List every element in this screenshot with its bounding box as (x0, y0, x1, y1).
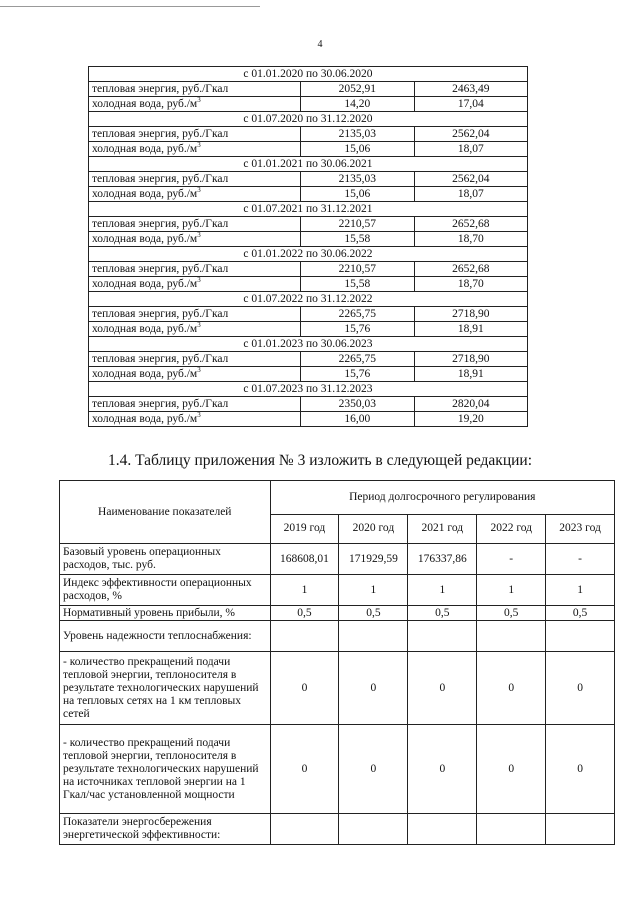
indicator-value: - (546, 544, 615, 575)
tariff-name-cell (89, 277, 301, 292)
indicator-value: 0 (477, 725, 546, 814)
tariff-value-a: 15,06 (301, 187, 415, 202)
tariff-name: холодная вода, руб./м (92, 278, 198, 290)
tariff-value-b: 2562,04 (414, 127, 528, 142)
tariff-value-a: 2350,03 (301, 397, 415, 412)
tariff-row (89, 412, 528, 427)
tariff-name-cell (89, 82, 301, 97)
indicator-value: 0 (270, 725, 339, 814)
tariff-name: холодная вода, руб./м (92, 143, 198, 155)
indicator-name: Индекс эффективности операционных расходов, % (60, 575, 271, 606)
period-row (89, 247, 528, 262)
period-row (89, 112, 528, 127)
year-header: 2021 год (408, 514, 477, 543)
tariff-name-cell (89, 322, 301, 337)
unit-superscript: 3 (197, 96, 201, 105)
indicator-value: 171929,59 (339, 544, 408, 575)
tariff-value-a: 15,06 (301, 142, 415, 157)
tariff-row (89, 352, 528, 367)
indicator-value: 0 (477, 652, 546, 725)
tariff-value-b: 17,04 (414, 97, 528, 112)
tariff-row (89, 322, 528, 337)
indicator-row (60, 544, 615, 575)
tariff-value-b: 18,70 (414, 232, 528, 247)
tariff-value-a: 2135,03 (301, 172, 415, 187)
tariff-name: холодная вода, руб./м (92, 98, 198, 110)
year-header: 2019 год (270, 514, 339, 543)
tariff-row (89, 187, 528, 202)
tariff-value-b: 18,07 (414, 187, 528, 202)
tariff-row (89, 367, 528, 382)
tariff-name-cell (89, 172, 301, 187)
tariff-value-a: 15,58 (301, 277, 415, 292)
indicator-name: Нормативный уровень прибыли, % (60, 606, 271, 621)
tariff-value-b: 18,70 (414, 277, 528, 292)
indicator-value: 0,5 (270, 606, 339, 621)
indicator-value: - (477, 544, 546, 575)
indicator-name: Базовый уровень операционных расходов, тыс. руб. (60, 544, 271, 575)
indicator-value (546, 814, 615, 845)
tariff-name: тепловая энергия, руб./Гкал (92, 83, 229, 95)
period-row (89, 157, 528, 172)
period-header: Период долгосрочного регулирования (270, 481, 615, 515)
year-header: 2022 год (477, 514, 546, 543)
tariff-name: тепловая энергия, руб./Гкал (92, 218, 229, 230)
indicator-value (477, 621, 546, 652)
indicator-value: 0 (270, 652, 339, 725)
tariff-name: тепловая энергия, руб./Гкал (92, 398, 229, 410)
indicator-value: 1 (339, 575, 408, 606)
tariff-value-b: 2718,90 (414, 352, 528, 367)
tariff-row (89, 172, 528, 187)
indicator-value: 0 (408, 725, 477, 814)
tariff-name: тепловая энергия, руб./Гкал (92, 263, 229, 275)
unit-superscript: 3 (197, 276, 201, 285)
indicator-value (339, 814, 408, 845)
period-row (89, 292, 528, 307)
tariff-name-cell (89, 232, 301, 247)
tariff-name-cell (89, 397, 301, 412)
tariff-name: тепловая энергия, руб./Гкал (92, 353, 229, 365)
unit-superscript: 3 (197, 321, 201, 330)
tariff-value-a: 2135,03 (301, 127, 415, 142)
tariff-row (89, 142, 528, 157)
tariff-name-cell (89, 142, 301, 157)
tariff-row (89, 277, 528, 292)
year-header: 2023 год (546, 514, 615, 543)
tariff-value-b: 2562,04 (414, 172, 528, 187)
tariff-name-cell (89, 262, 301, 277)
indicator-name: Уровень надежности теплоснабжения: (60, 621, 271, 652)
indicator-row (60, 814, 615, 845)
tariff-name: тепловая энергия, руб./Гкал (92, 128, 229, 140)
indicator-name-header: Наименование показателей (60, 481, 271, 544)
indicator-value (408, 814, 477, 845)
period-label: с 01.07.2023 по 31.12.2023 (89, 382, 528, 397)
indicator-row (60, 652, 615, 725)
tariff-value-a: 2265,75 (301, 352, 415, 367)
period-label: с 01.01.2022 по 30.06.2022 (89, 247, 528, 262)
indicator-row (60, 575, 615, 606)
indicator-row (60, 606, 615, 621)
tariff-row (89, 307, 528, 322)
indicator-value: 0,5 (477, 606, 546, 621)
year-header: 2020 год (339, 514, 408, 543)
tariff-value-a: 15,58 (301, 232, 415, 247)
tariff-name-cell (89, 307, 301, 322)
tariff-value-b: 18,91 (414, 367, 528, 382)
indicator-value (477, 814, 546, 845)
unit-superscript: 3 (197, 366, 201, 375)
indicator-value: 1 (546, 575, 615, 606)
tariff-value-b: 18,91 (414, 322, 528, 337)
period-row (89, 202, 528, 217)
tariff-value-a: 14,20 (301, 97, 415, 112)
tariff-value-b: 18,07 (414, 142, 528, 157)
period-label: с 01.07.2021 по 31.12.2021 (89, 202, 528, 217)
tariff-name-cell (89, 352, 301, 367)
tariff-value-a: 2052,91 (301, 82, 415, 97)
indicator-name: - количество прекращений подачи тепловой энергии, теплоносителя в результате технологических нарушений на источниках тепловой энергии на 1 Гкал/час установленной мощности (60, 725, 271, 814)
indicator-value: 0 (546, 652, 615, 725)
page-number: 4 (317, 39, 323, 50)
indicator-value (408, 621, 477, 652)
tariff-row (89, 217, 528, 232)
indicators-table (59, 480, 615, 845)
tariff-row (89, 232, 528, 247)
indicator-row (60, 725, 615, 814)
period-label: с 01.01.2021 по 30.06.2021 (89, 157, 528, 172)
tariff-name: холодная вода, руб./м (92, 188, 198, 200)
tariff-name-cell (89, 217, 301, 232)
period-row (89, 337, 528, 352)
tariff-value-b: 2652,68 (414, 262, 528, 277)
tariff-value-b: 2820,04 (414, 397, 528, 412)
tariff-row (89, 262, 528, 277)
tariff-value-b: 2718,90 (414, 307, 528, 322)
indicator-value (339, 621, 408, 652)
tariff-name: холодная вода, руб./м (92, 323, 198, 335)
tariff-table (88, 66, 528, 427)
tariff-row (89, 97, 528, 112)
tariff-name-cell (89, 127, 301, 142)
tariff-value-a: 2265,75 (301, 307, 415, 322)
indicator-value (270, 814, 339, 845)
period-label: с 01.07.2020 по 31.12.2020 (89, 112, 528, 127)
indicator-value: 0 (546, 725, 615, 814)
indicator-value: 0 (339, 725, 408, 814)
period-row (89, 67, 528, 82)
indicator-value: 0 (408, 652, 477, 725)
tariff-row (89, 397, 528, 412)
tariff-name-cell (89, 367, 301, 382)
tariff-name-cell (89, 97, 301, 112)
indicator-value (546, 621, 615, 652)
indicator-name: Показатели энергосбережения энергетической эффективности: (60, 814, 271, 845)
unit-superscript: 3 (197, 141, 201, 150)
indicator-value: 168608,01 (270, 544, 339, 575)
tariff-value-b: 2652,68 (414, 217, 528, 232)
indicator-value: 1 (408, 575, 477, 606)
indicator-value: 0 (339, 652, 408, 725)
unit-superscript: 3 (197, 186, 201, 195)
tariff-value-a: 15,76 (301, 367, 415, 382)
tariff-value-a: 15,76 (301, 322, 415, 337)
tariff-name-cell (89, 412, 301, 427)
indicator-value: 176337,86 (408, 544, 477, 575)
tariff-row (89, 82, 528, 97)
unit-superscript: 3 (197, 231, 201, 240)
unit-superscript: 3 (197, 411, 201, 420)
tariff-row (89, 127, 528, 142)
indicator-value: 0,5 (546, 606, 615, 621)
indicators-header-row (60, 481, 615, 515)
tariff-value-a: 16,00 (301, 412, 415, 427)
tariff-value-a: 2210,57 (301, 217, 415, 232)
tariff-name: холодная вода, руб./м (92, 233, 198, 245)
indicator-value: 0,5 (339, 606, 408, 621)
period-row (89, 382, 528, 397)
scan-edge-line (0, 6, 260, 7)
indicator-name: - количество прекращений подачи тепловой энергии, теплоносителя в результате технологических нарушений на тепловых сетях на 1 км тепловых сетей (60, 652, 271, 725)
tariff-name-cell (89, 187, 301, 202)
indicator-row (60, 621, 615, 652)
tariff-value-a: 2210,57 (301, 262, 415, 277)
tariff-name: холодная вода, руб./м (92, 413, 198, 425)
indicator-value: 0,5 (408, 606, 477, 621)
period-label: с 01.01.2020 по 30.06.2020 (89, 67, 528, 82)
indicator-value: 1 (477, 575, 546, 606)
period-label: с 01.07.2022 по 31.12.2022 (89, 292, 528, 307)
section-heading: 1.4. Таблицу приложения № 3 изложить в следующей редакции: (107, 452, 533, 469)
tariff-value-b: 19,20 (414, 412, 528, 427)
tariff-value-b: 2463,49 (414, 82, 528, 97)
period-label: с 01.01.2023 по 30.06.2023 (89, 337, 528, 352)
indicator-value: 1 (270, 575, 339, 606)
tariff-name: холодная вода, руб./м (92, 368, 198, 380)
indicator-value (270, 621, 339, 652)
tariff-name: тепловая энергия, руб./Гкал (92, 308, 229, 320)
tariff-name: тепловая энергия, руб./Гкал (92, 173, 229, 185)
